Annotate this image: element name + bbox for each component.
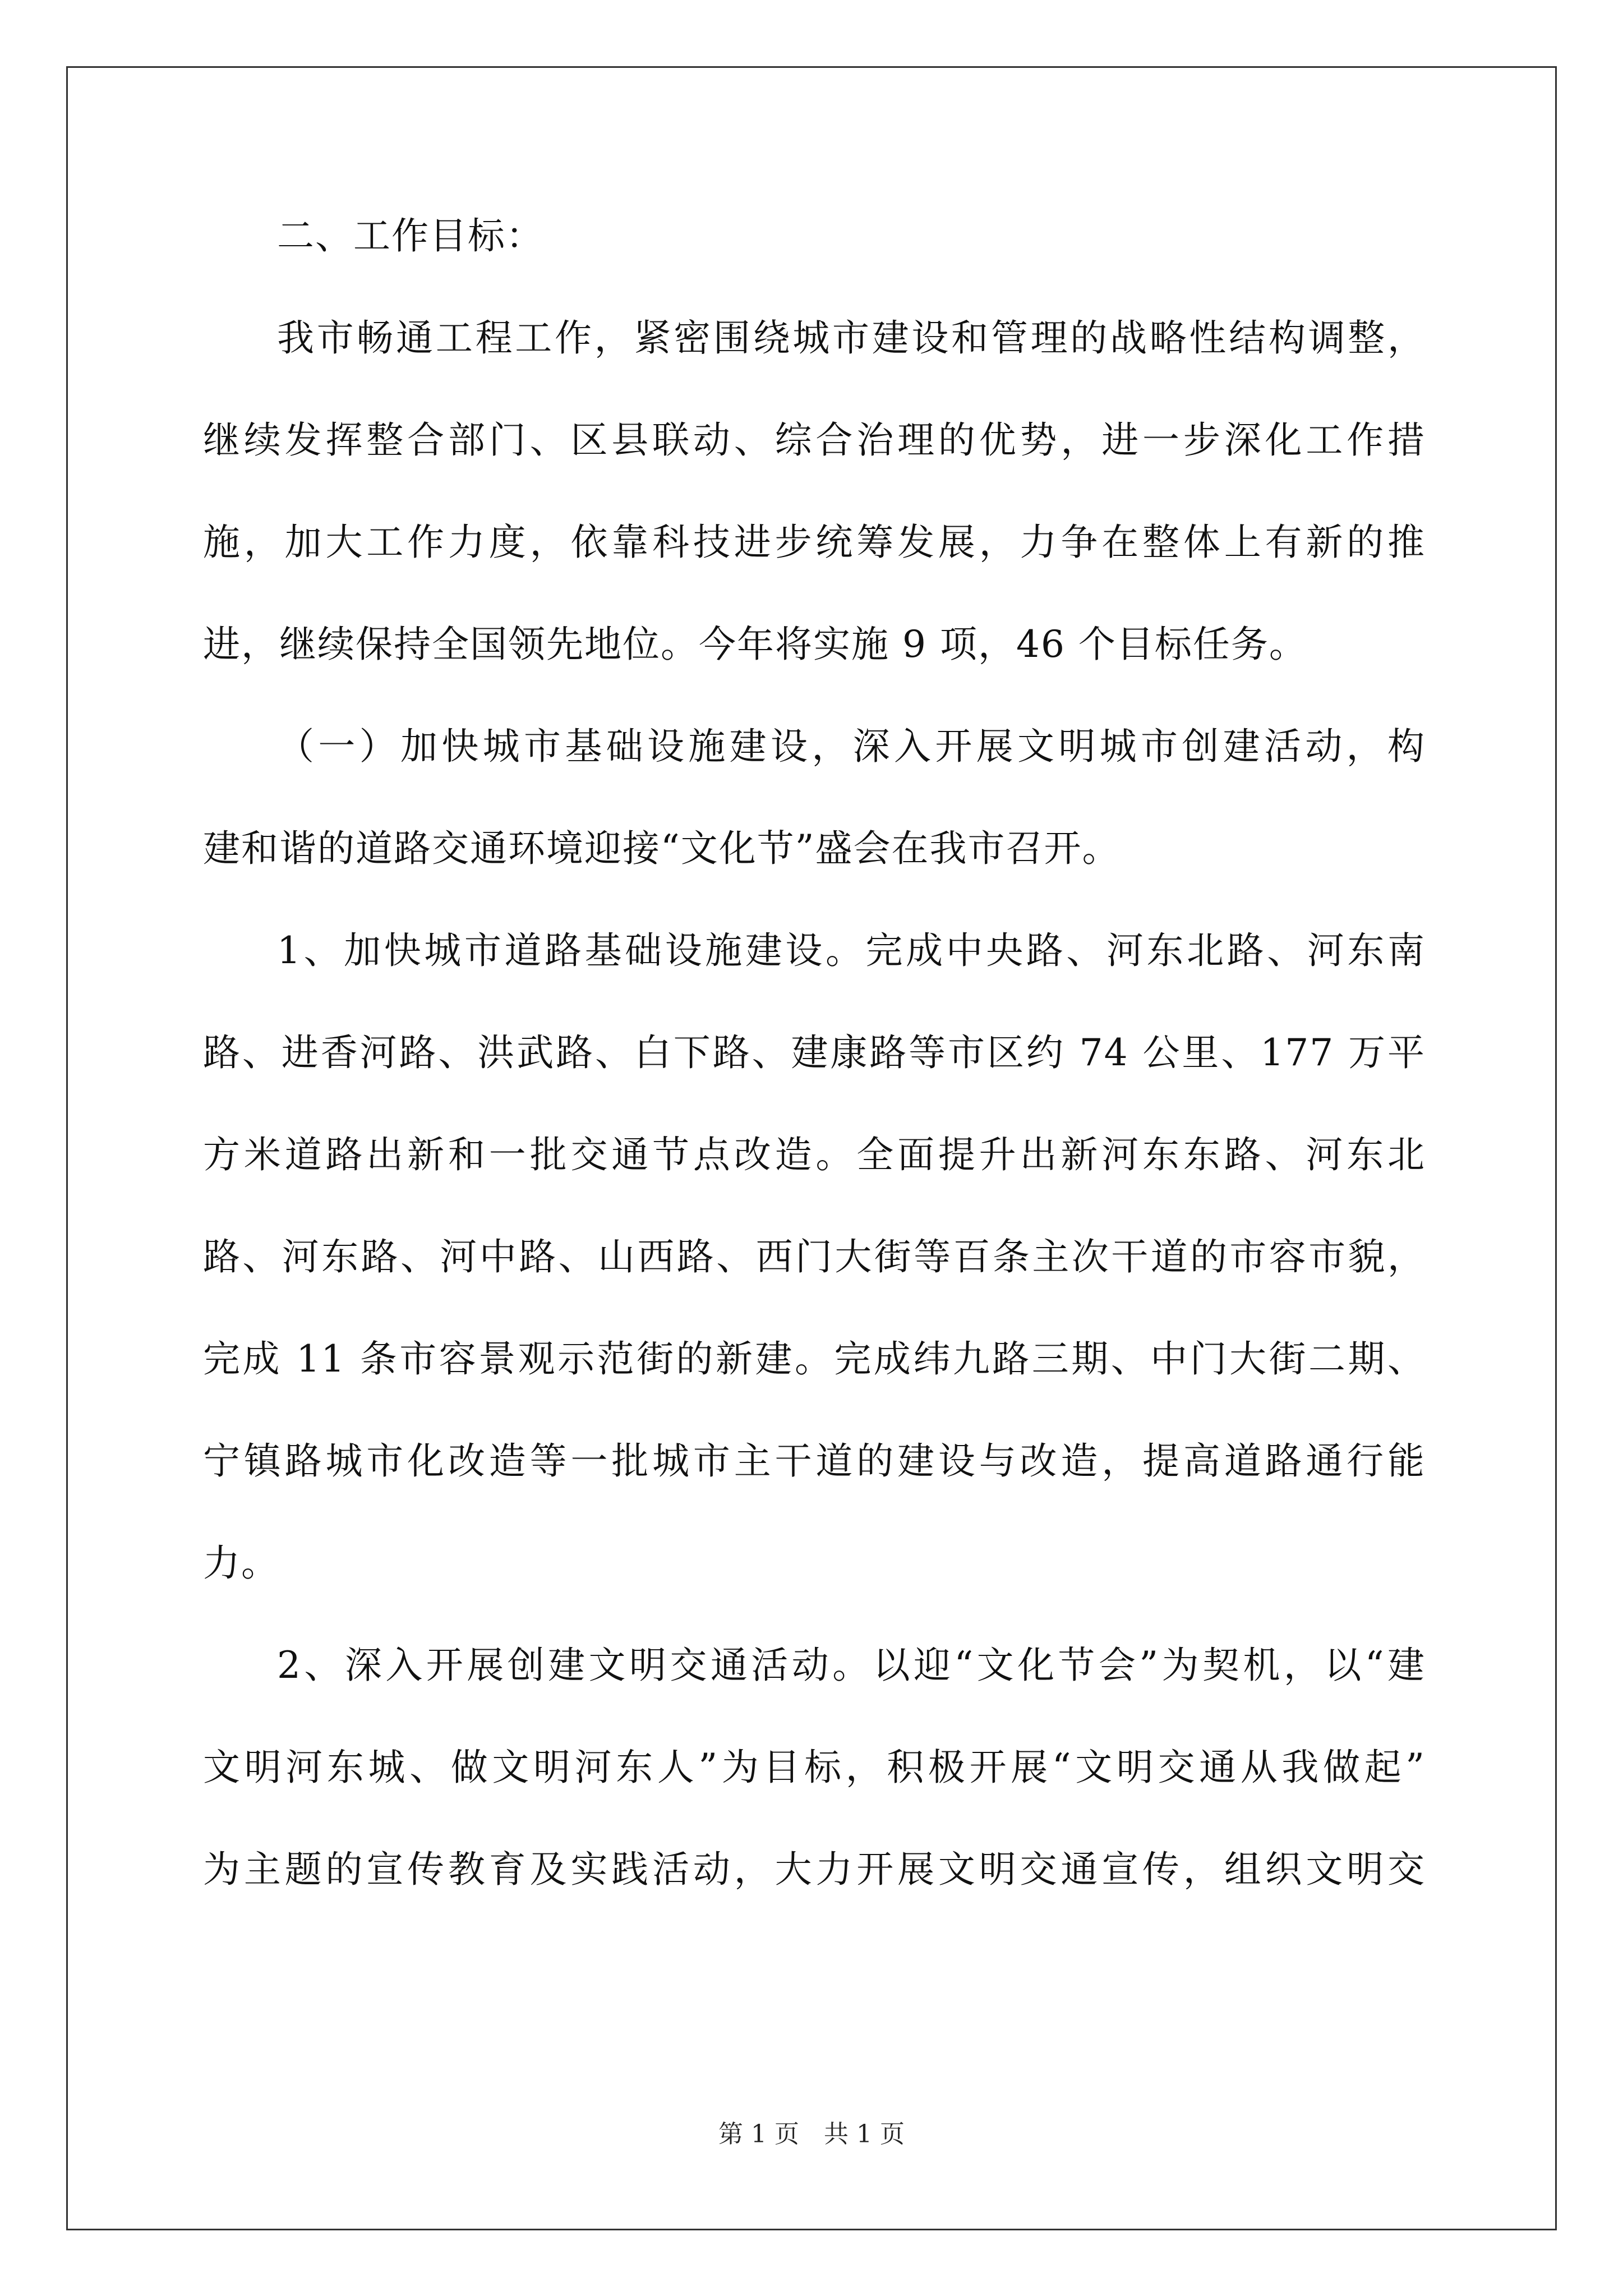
page-number-footer: 第 1 页 共 1 页: [718, 2120, 905, 2148]
paragraph-line: 2、深入开展创建文明交通活动。以迎“文化节会”为契机，以“建: [277, 1644, 1426, 1687]
paragraph-line: 路、河东路、河中路、山西路、西门大街等百条主次干道的市容市貌，: [203, 1235, 1426, 1278]
paragraph-line: 继续发挥整合部门、区县联动、综合治理的优势，进一步深化工作措: [203, 418, 1426, 462]
paragraph-line: 文明河东城、做文明河东人”为目标，积极开展“文明交通从我做起”: [203, 1746, 1426, 1789]
section-heading: 二、工作目标：: [277, 214, 544, 257]
paragraph-line: 方米道路出新和一批交通节点改造。全面提升出新河东东路、河东北: [203, 1133, 1426, 1176]
paragraph-line: 力。: [203, 1542, 279, 1585]
paragraph-line: 施，加大工作力度，依靠科技进步统筹发展，力争在整体上有新的推: [203, 521, 1426, 564]
paragraph-line: 宁镇路城市化改造等一批城市主干道的建设与改造，提高道路通行能: [203, 1439, 1426, 1483]
paragraph-line: 我市畅通工程工作，紧密围绕城市建设和管理的战略性结构调整，: [277, 316, 1426, 360]
paragraph-line: 路、进香河路、洪武路、白下路、建康路等市区约 74 公里、177 万平: [203, 1031, 1426, 1074]
paragraph-line: 进，继续保持全国领先地位。今年将实施 9 项，46 个目标任务。: [203, 623, 1307, 666]
paragraph-line: 完成 11 条市容景观示范街的新建。完成纬九路三期、中门大街二期、: [203, 1337, 1426, 1381]
paragraph-line: 为主题的宣传教育及实践活动，大力开展文明交通宣传，组织文明交: [203, 1848, 1426, 1891]
paragraph-line: 建和谐的道路交通环境迎接“文化节”盛会在我市召开。: [203, 827, 1121, 870]
paragraph-line: 1、加快城市道路基础设施建设。完成中央路、河东北路、河东南: [277, 929, 1426, 972]
paragraph-line: （一）加快城市基础设施建设，深入开展文明城市创建活动，构: [277, 725, 1426, 768]
